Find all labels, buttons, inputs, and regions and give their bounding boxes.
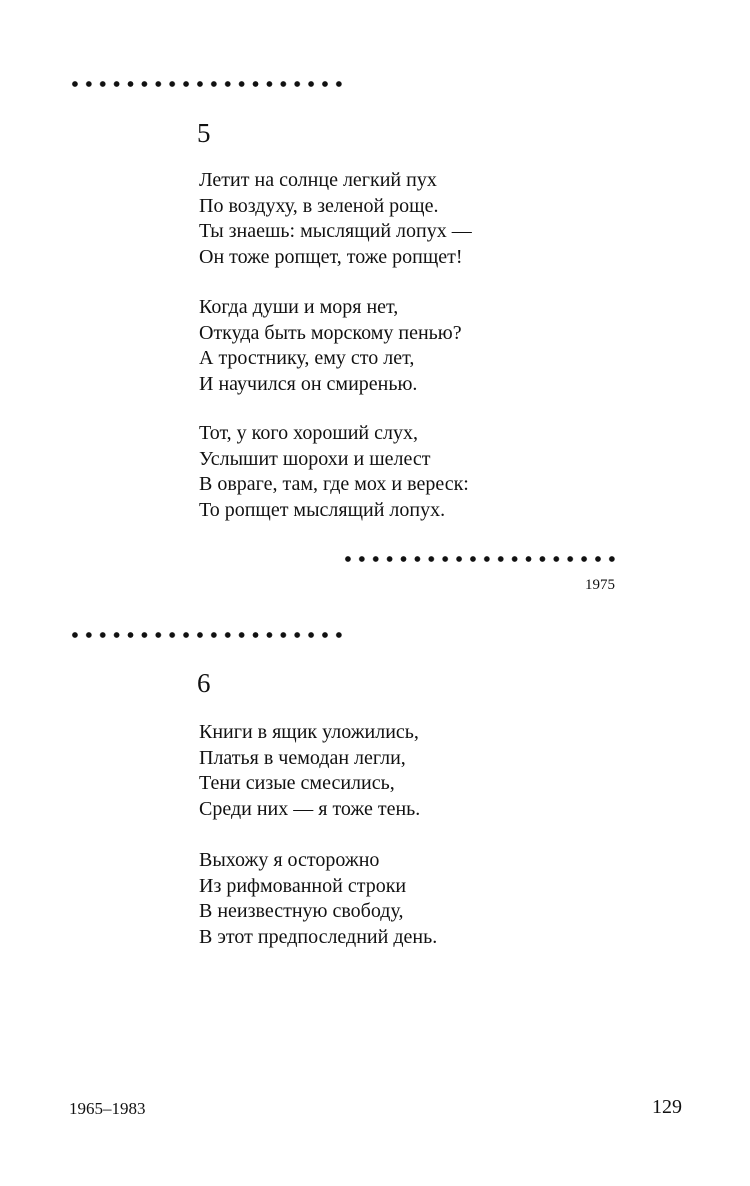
poem-divider-end <box>341 554 619 564</box>
verse-line: В овраге, там, где мох и вереск: <box>199 473 469 495</box>
poem-number: 5 <box>197 118 211 148</box>
verse-line: Когда души и моря нет, <box>199 296 399 318</box>
poem-divider-top <box>68 630 346 640</box>
verse-line: В этот предпоследний день. <box>199 925 438 948</box>
verse-line: И научился он смиренью. <box>199 372 418 395</box>
verse-line: Из рифмованной строки <box>199 874 407 897</box>
stanza <box>199 295 462 397</box>
verse-line: Откуда быть морскому пенью? <box>199 321 462 344</box>
running-footer-years: 1965–1983 <box>69 1099 146 1118</box>
verse-line: Он тоже ропщет, тоже ропщет! <box>199 245 463 268</box>
stanza <box>199 720 420 822</box>
verse-line: Тени сизые смесились, <box>199 772 395 794</box>
stanza <box>199 421 469 523</box>
verse-line: Тот, у кого хороший слух, <box>199 422 418 444</box>
verse-line: По воздуху, в зеленой роще. <box>199 194 439 217</box>
verse-line: Ты знаешь: мыслящий лопух — <box>199 220 472 242</box>
poem-number: 6 <box>197 668 211 698</box>
verse-line: В неизвестную свободу, <box>199 900 404 922</box>
stanza <box>199 848 437 950</box>
verse-line: Услышит шорохи и шелест <box>199 447 431 470</box>
verse-line: Платья в чемодан легли, <box>199 746 406 769</box>
verse-line: Выхожу я осторожно <box>199 849 380 871</box>
verse-line: То ропщет мыслящий лопух. <box>199 498 446 521</box>
verse-line: Среди них — я тоже тень. <box>199 797 421 820</box>
stanza <box>199 168 472 270</box>
poem-year: 1975 <box>585 577 615 593</box>
verse-line: Летит на солнце легкий пух <box>199 169 437 191</box>
verse-line: А тростнику, ему сто лет, <box>199 347 415 369</box>
page-number: 129 <box>652 1096 682 1118</box>
verse-line: Книги в ящик уложились, <box>199 721 419 743</box>
poem-divider-top <box>68 79 346 89</box>
